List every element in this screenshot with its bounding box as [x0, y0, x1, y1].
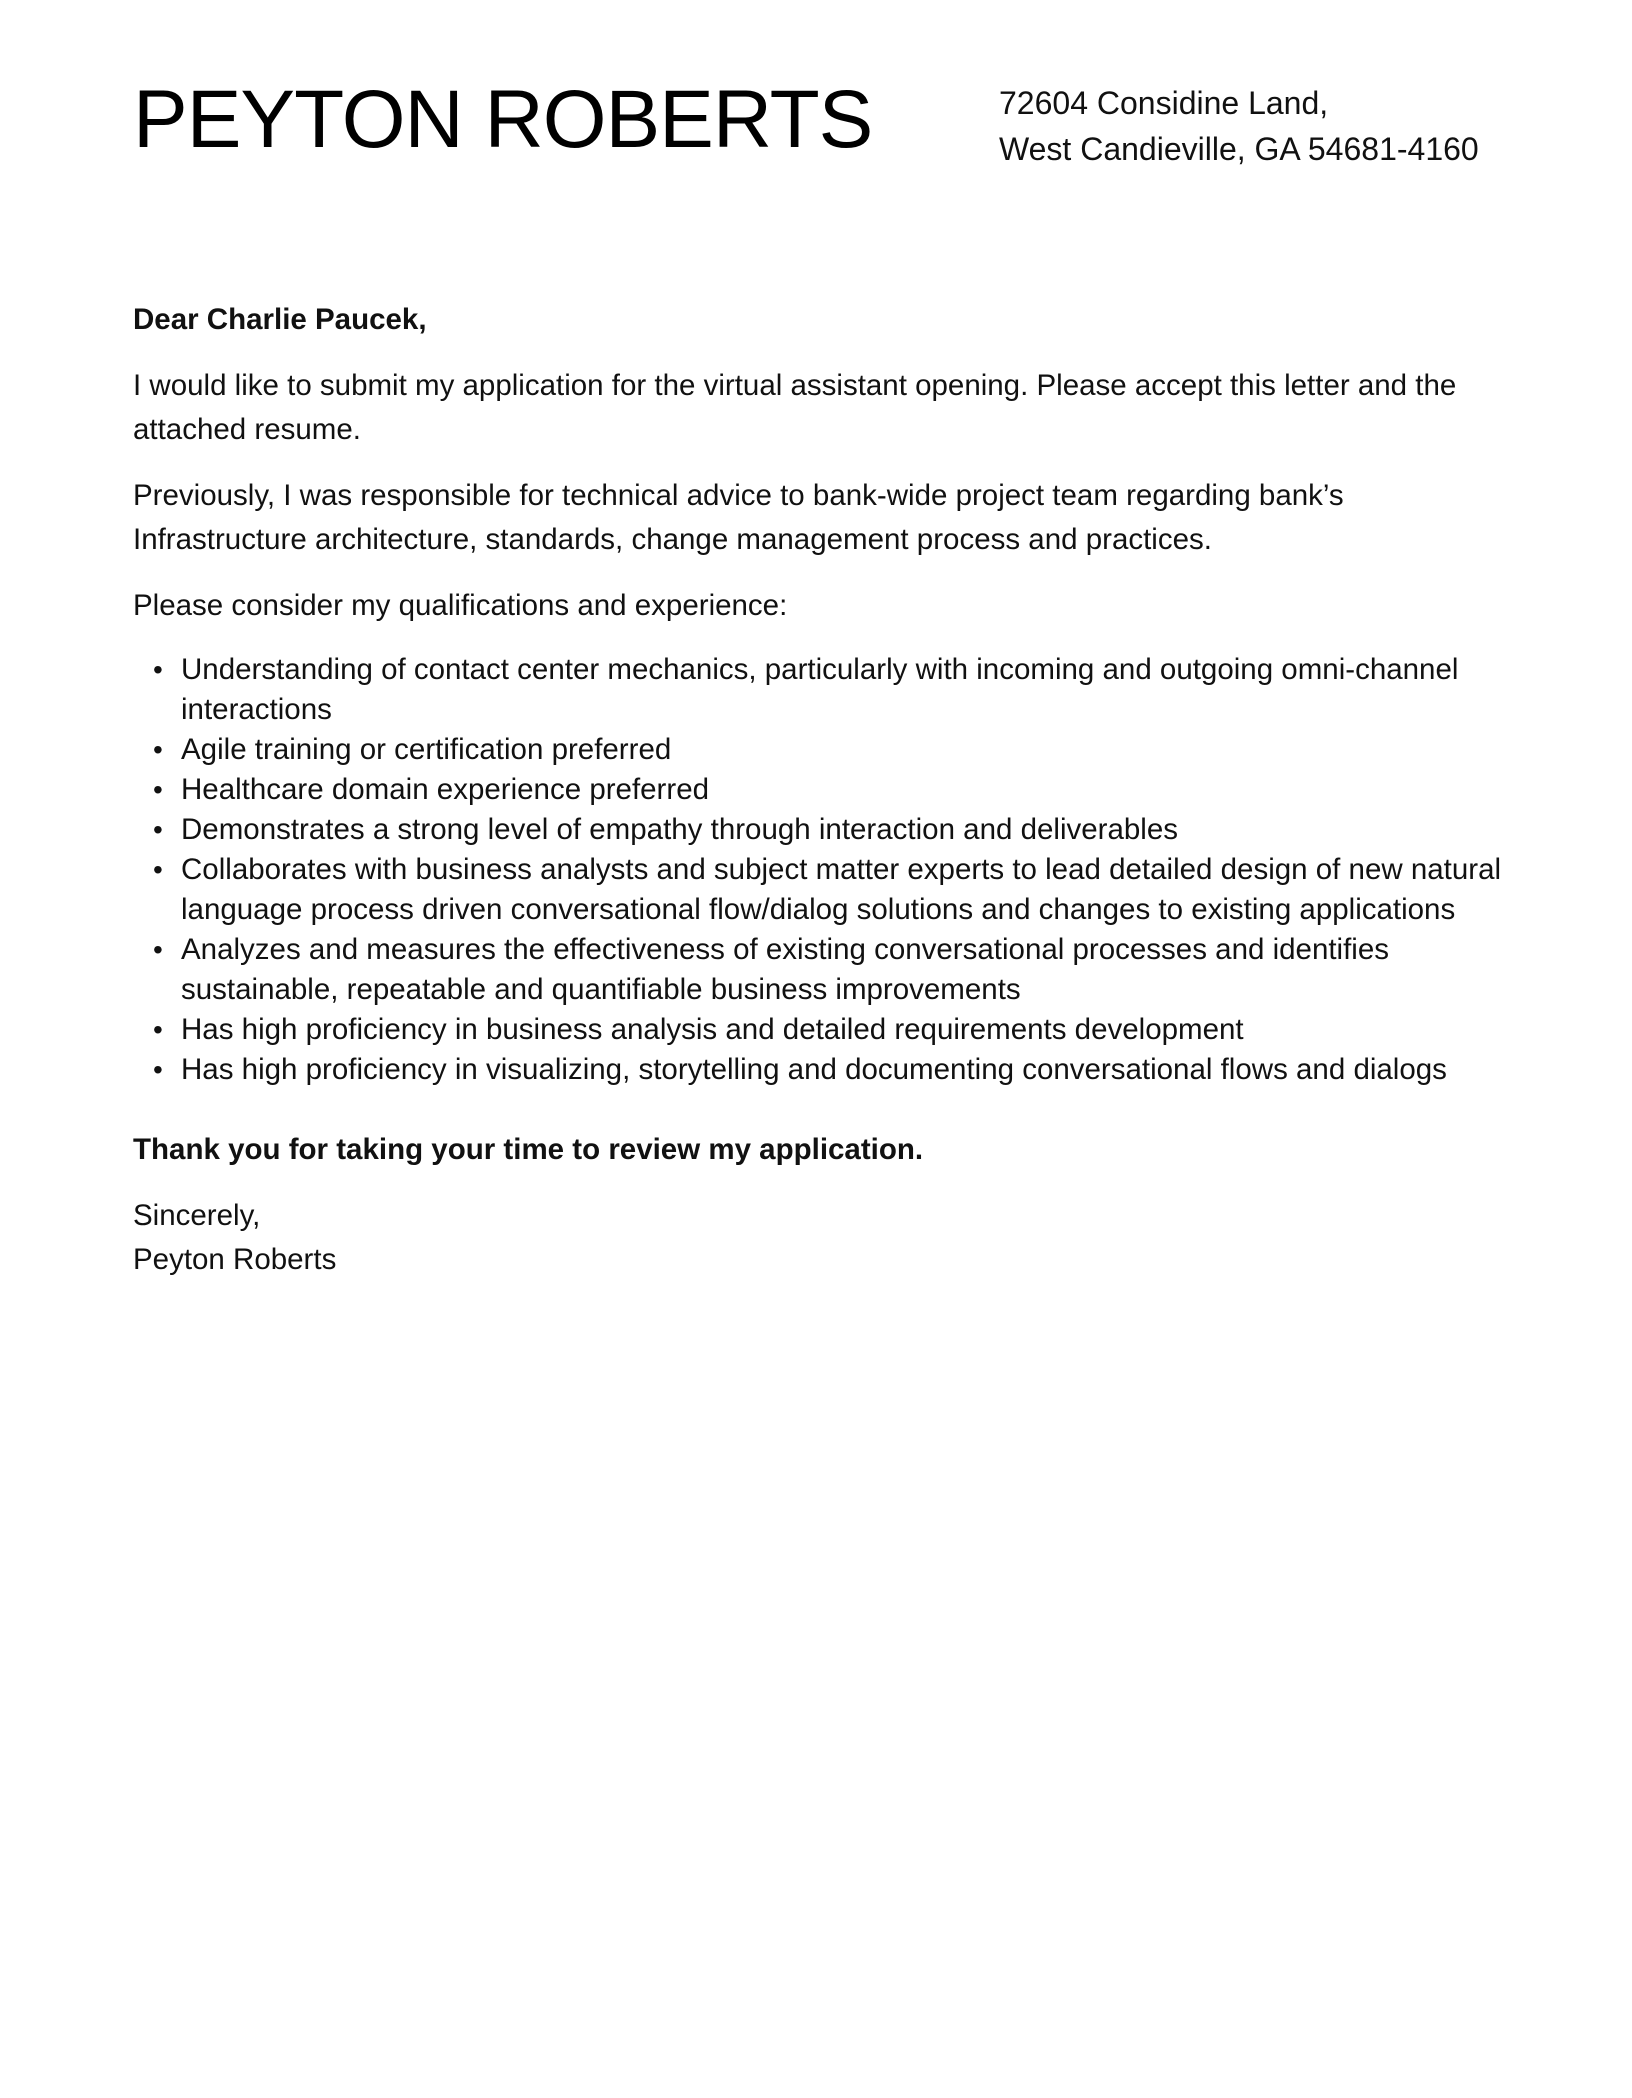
address-line-2: West Candieville, GA 54681-4160 — [999, 131, 1479, 167]
letter-body — [133, 298, 1505, 1282]
sender-address — [999, 80, 1479, 172]
qualifications-list — [133, 650, 1505, 1090]
list-item — [153, 770, 1505, 810]
greeting: Dear Charlie Paucek, — [133, 303, 427, 336]
sender-name: PEYTON ROBERTS — [133, 74, 873, 165]
list-item-text: Collaborates with business analysts and subject matter experts to lead detailed design of new natural language process driven conversational flow/dialog solutions and changes to existing applications — [181, 853, 1502, 926]
bullet-icon: • — [153, 1054, 163, 1085]
list-item — [153, 650, 1505, 730]
list-item-text: Understanding of contact center mechanics, particularly with incoming and outgoing omni-channel interactions — [181, 653, 1459, 726]
bullet-icon: • — [153, 934, 163, 965]
bullet-icon: • — [153, 734, 163, 765]
list-item-text: Demonstrates a strong level of empathy through interaction and deliverables — [181, 813, 1179, 846]
thanks-line: Thank you for taking your time to review my application. — [133, 1133, 924, 1166]
qualifications-intro: Please consider my qualifications and experience: — [133, 589, 788, 622]
list-item — [153, 1050, 1505, 1090]
signature: Peyton Roberts — [133, 1243, 337, 1276]
list-item-text: Has high proficiency in visualizing, storytelling and documenting conversational flows and dialogs — [181, 1053, 1447, 1086]
list-item-text: Agile training or certification preferred — [181, 733, 672, 766]
bullet-icon: • — [153, 1014, 163, 1045]
bullet-icon: • — [153, 654, 163, 685]
list-item — [153, 810, 1505, 850]
list-item — [153, 850, 1505, 930]
bullet-icon: • — [153, 774, 163, 805]
bullet-icon: • — [153, 854, 163, 885]
list-item — [153, 1010, 1505, 1050]
sign-off — [133, 1194, 1505, 1282]
list-item-text: Healthcare domain experience preferred — [181, 773, 710, 806]
list-item-text: Analyzes and measures the effectiveness of existing conversational processes and identifies sustainable, repeatable and quantifiable business improvements — [181, 933, 1390, 1006]
letter-header — [133, 70, 1505, 190]
bullet-icon: • — [153, 814, 163, 845]
list-item — [153, 930, 1505, 1010]
list-item-text: Has high proficiency in business analysis and detailed requirements development — [181, 1013, 1244, 1046]
closing: Sincerely, — [133, 1199, 261, 1232]
address-line-1: 72604 Considine Land, — [999, 85, 1329, 121]
experience-paragraph: Previously, I was responsible for technical advice to bank-wide project team regarding bank’s Infrastructure architecture, standards, change management process and practices. — [133, 479, 1344, 556]
list-item — [153, 730, 1505, 770]
intro-paragraph: I would like to submit my application for the virtual assistant opening. Please accept this letter and the attached resume. — [133, 369, 1457, 446]
